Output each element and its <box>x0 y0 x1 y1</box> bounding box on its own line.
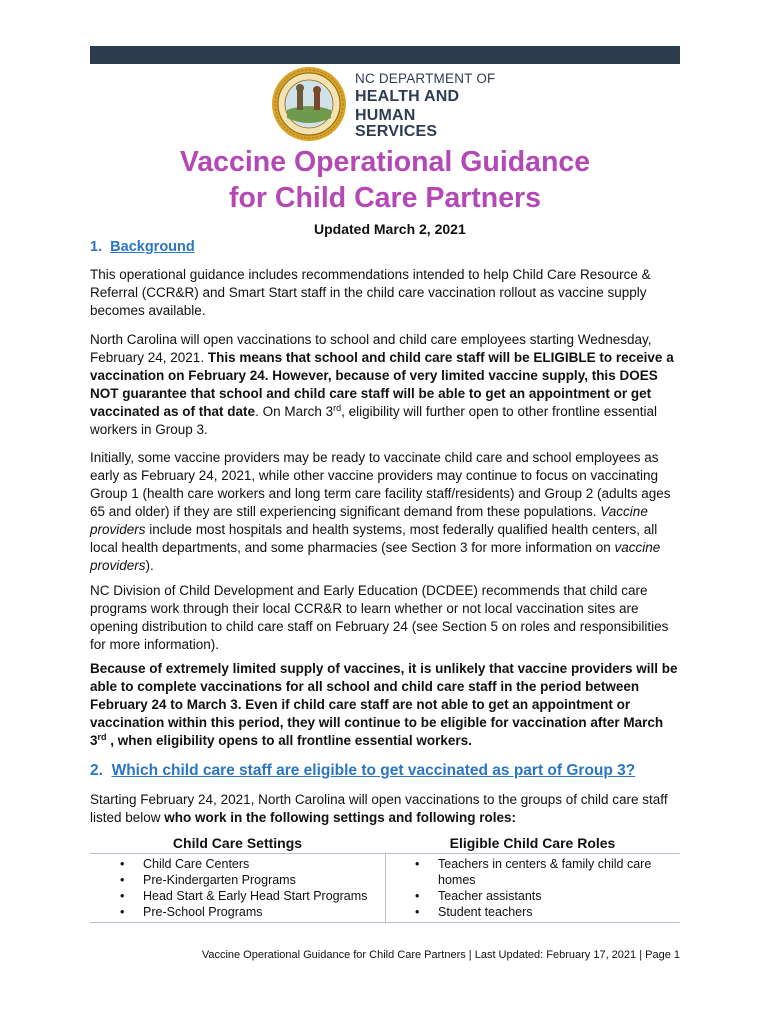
table-body-row <box>90 854 680 923</box>
p3-italic-2: vaccine providers <box>90 540 661 573</box>
p2-sup: rd <box>333 403 342 413</box>
list-item: • Teacher assistants <box>438 888 660 904</box>
dhhs-wordmark <box>355 72 501 140</box>
org-line-3: HUMAN SERVICES <box>355 106 438 140</box>
paragraph-3 <box>90 449 682 575</box>
paragraph-4-text: NC Division of Child Development and Early Education (DCDEE) recommends that child care programs work through their local CCR&R to learn whether or not local vaccination sites are opening distribution to child care staff on February 24 (see Section 5 on roles and responsibilities for more information). <box>90 583 669 652</box>
document-title-line-1: Vaccine Operational Guidance <box>179 146 591 178</box>
list-item: • Head Start & Early Head Start Programs <box>143 888 385 904</box>
list-item: • Pre-Kindergarten Programs <box>143 872 385 888</box>
eligibility-table <box>90 834 680 923</box>
section-2-paragraph <box>90 791 682 827</box>
section-2-title: Which child care staff are eligible to get vaccinated as part of Group 3? <box>111 762 636 779</box>
section-1-title: Background <box>110 239 195 255</box>
p3-italic-1: Vaccine providers <box>90 504 648 537</box>
s2-bold: who work in the following settings and following roles: <box>164 810 517 825</box>
roles-column <box>385 854 680 922</box>
list-item: • Child Care Centers <box>143 856 385 872</box>
p5-sup: rd <box>97 732 107 742</box>
p2-text-c: . On March 3 <box>255 404 334 419</box>
paragraph-1-text: This operational guidance includes recommendations intended to help Child Care Resource & Referral (CCR&R) and Smart Start staff in the child care vaccination rollout as vaccine supply becomes available. <box>90 267 651 318</box>
paragraph-1 <box>90 266 682 320</box>
p3-text-a: Initially, some vaccine providers may be ready to vaccinate child care and school employees as early as February 24, 2021, while other vaccine providers may continue to focus on vaccinating Group 1 (health care workers and long term care facility staff/residents) and Group 2 (adults ages 65 and older) if they are still experiencing significant demand from these populations. <box>90 450 671 519</box>
paragraph-4 <box>90 582 682 654</box>
document-title-line-2: for Child Care Partners <box>229 182 541 214</box>
section-1-number: 1. <box>90 239 103 255</box>
p2-text-d: , eligibility will further open to other frontline essential workers in Group 3. <box>90 404 658 437</box>
s2-text-a: Starting February 24, 2021, North Carolina will open vaccinations to the groups of child care staff listed below <box>90 792 668 825</box>
p2-bold: This means that school and child care staff will be ELIGIBLE to receive a vaccination on February 24. However, because of very limited vaccine supply, this DOES NOT guarantee that school and child care staff will be able to get an appointment or get vaccinated as of that date <box>90 350 674 419</box>
p2-text-a: North Carolina will open vaccinations to school and child care employees starting Wednesday, February 24, 2021. <box>90 332 652 365</box>
list-item: • Student teachers <box>438 904 660 920</box>
settings-column <box>90 854 385 922</box>
updated-date: Updated March 2, 2021 <box>314 221 466 237</box>
p3-text-c: ). <box>145 558 154 573</box>
list-item: • Teachers in centers & family child care homes <box>438 856 660 888</box>
p5-bold-b: , when eligibility opens to all frontline essential workers. <box>106 733 472 748</box>
paragraph-5 <box>90 660 682 750</box>
org-line-1: NC DEPARTMENT OF <box>355 71 496 86</box>
paragraph-2 <box>90 331 682 439</box>
nc-seal-icon <box>271 66 347 142</box>
p5-bold-a: Because of extremely limited supply of vaccines, it is unlikely that vaccine providers will be able to complete vaccinations for all school and child care staff in the period between February 24 to March 3. Even if child care staff are not able to get an appointment or vaccination within this period, they will continue to be eligible for vaccination after March 3 <box>90 661 678 748</box>
p3-text-b: include most hospitals and health systems, most federally qualified health centers, all local health departments, and some pharmacies (see Section 3 for more information on <box>90 522 658 555</box>
table-header-roles: Eligible Child Care Roles <box>449 835 616 851</box>
section-1-heading <box>90 239 195 255</box>
table-header-settings: Child Care Settings <box>172 835 303 851</box>
section-2-number: 2. <box>90 762 103 779</box>
list-item: • Pre-School Programs <box>143 904 385 920</box>
dhhs-header <box>271 66 501 144</box>
section-2-heading <box>90 762 635 780</box>
page-footer: Vaccine Operational Guidance for Child Care Partners | Last Updated: February 17, 2021 | Page 1 <box>201 949 680 961</box>
org-line-2: HEALTH AND <box>355 87 460 105</box>
table-header-row <box>90 834 680 854</box>
top-banner-bar <box>90 46 680 64</box>
